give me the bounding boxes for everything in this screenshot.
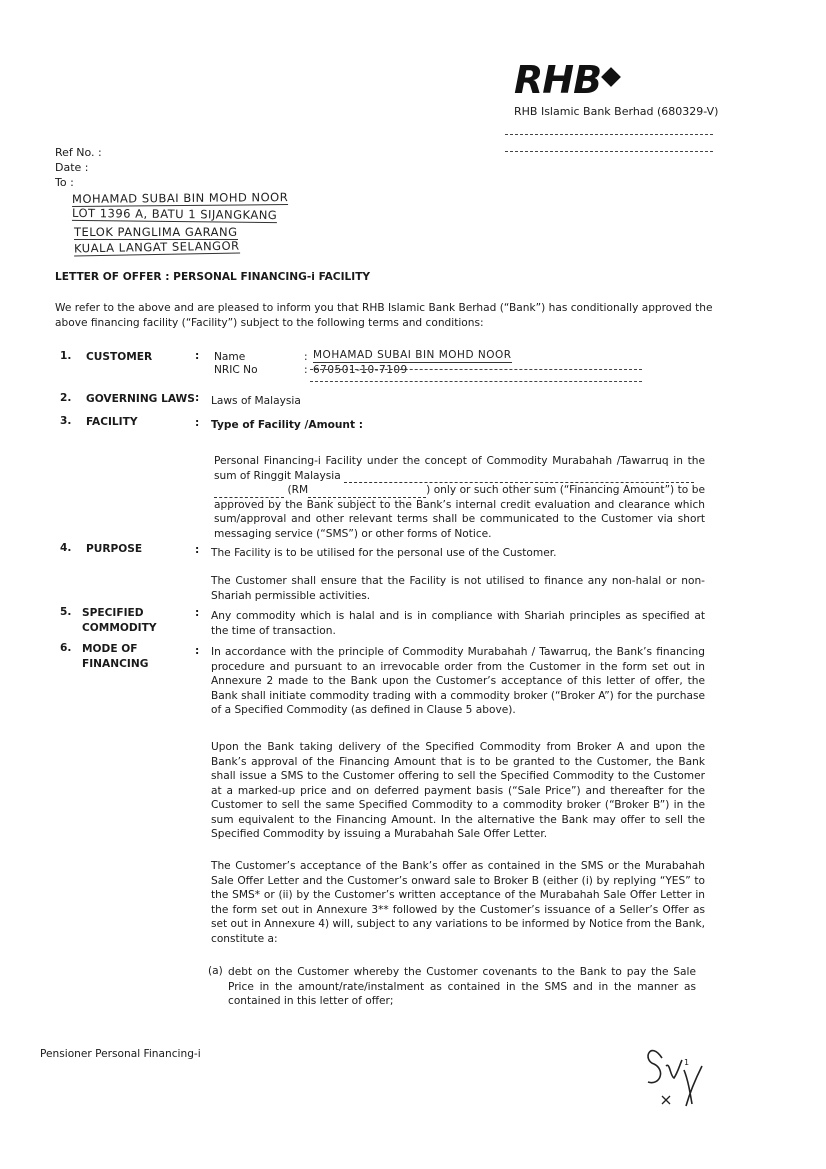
specified-commodity-text: Any commodity which is halal and is in compliance with Shariah principles as specified at the time of transaction. [211,610,705,637]
clause-heading-customer: CUSTOMER [86,351,153,363]
mode-paragraph-1: In accordance with the principle of Commodity Murabahah / Tawarruq, the Bank’s financing procedure and pursuant to an irrevocable order from the Customer in the form set out in Annexure 2 made to the Bank upon the Customer’s acceptance of this letter of offer, the Bank shall initiate commodity trading with a commodity broker (“Broker A”) for the purchase of a Specified Commodity (as defined in Clause 5 above). [211,646,705,716]
amount-words-blank [344,472,694,483]
customer-nric: 670501-10-7109 [313,364,408,376]
facility-text-rest: ) only or such other sum (“Financing Amount”) to be approved by the Bank subject to the Bank’s internal credit evaluation and clearance which sum/approval and other relevant terms shall be communicated to the Customer via short messaging service (“SMS”) or other forms of Notice. [214,484,705,540]
address-line: KUALA LANGAT SELANGOR [73,238,240,256]
mode-paragraph-3: The Customer’s acceptance of the Bank’s offer as contained in the SMS or the Murabahah Sale Offer Letter and the Customer’s onward sale to Broker B (either (i) by replying “YES” to the SMS* or (ii) by the Customer’s written acceptance of the Murabahah Sale Offer Letter in the form set out in Annexure 3** followed by the Customer’s issuance of a Seller’s Offer as set out in Annexure 4) will, subject to any variations to be informed by Notice from the Bank, constitute a: [211,860,706,945]
colon: : [195,392,200,404]
address-line: LOT 1396 A, BATU 1 SIJANGKANG [71,205,278,223]
colon: : [304,351,308,363]
clause-heading-facility: FACILITY [86,416,138,428]
item-label: (a) [208,965,223,977]
colon: : [195,544,200,556]
governing-laws-text: Laws of Malaysia [211,395,301,407]
clause-number: 3. [60,415,72,427]
divider [310,381,642,382]
clause-heading-mode-of-financing: MODE OF FINANCING [82,643,149,670]
purpose-text: The Facility is to be utilised for the personal use of the Customer. [211,547,557,559]
signature [640,1030,710,1110]
clause-number: 4. [60,542,72,554]
logo-text: RHB [514,58,602,102]
clause-number: 2. [60,392,72,404]
mode-paragraph-2: Upon the Bank taking delivery of the Specified Commodity from Broker A and upon the Bank’s approval of the Financing Amount that is to be granted to the Customer, the Bank shall issue a SMS to the Customer offering to sell the Specified Commodity to the Customer at a marked-up price and on deferred payment basis (“Sale Price”) and thereafter for the Customer to sell the same Specified Commodity to a commodity broker (“Broker B”) in the sum equivalent to the Financing Amount. In the alternative the Bank may offer to sell the Specified Commodity by issuing a Murabahah Sale Offer Letter. [211,741,705,840]
letter-title: LETTER OF OFFER : PERSONAL FINANCING-i FACILITY [55,271,371,283]
divider [505,134,713,135]
clause-number: 6. [60,642,72,654]
purpose-text-2: The Customer shall ensure that the Facility is not utilised to finance any non-halal or non-Shariah permissible activities. [211,575,705,602]
to-label: To : [55,176,74,189]
colon: : [304,364,308,376]
date-label: Date : [55,161,89,174]
intro-paragraph: We refer to the above and are pleased to inform you that RHB Islamic Bank Berhad (“Bank”) has conditionally approved the above financing facility (“Facility”) subject to the following terms and conditions: [55,302,713,329]
divider [505,151,713,152]
colon: : [195,417,200,429]
colon: : [195,645,200,657]
rhb-logo [514,58,644,102]
clause-heading-purpose: PURPOSE [86,543,143,555]
facility-text: Personal Financing-i Facility under the concept of Commodity Murabahah /Tawarruq in the sum of Ringgit Malaysia [214,455,705,482]
clause-heading-governing-laws: GOVERNING LAWS [86,393,195,405]
ref-label: Ref No. : [55,146,102,159]
facility-subheading: Type of Facility /Amount : [211,419,363,431]
customer-name: MOHAMAD SUBAI BIN MOHD NOOR [313,349,512,361]
rm-blank [308,487,426,498]
address-line: MOHAMAD SUBAI BIN MOHD NOOR [71,190,289,206]
clause-heading-specified-commodity: SPECIFIED COMMODITY [82,607,157,634]
facility-paragraph [214,454,705,541]
colon: : [195,607,200,619]
name-label: Name [214,351,246,363]
clause-number: 5. [60,606,72,618]
nric-label: NRIC No [214,364,258,376]
colon: : [195,350,200,362]
page-number: 1 [684,1058,690,1067]
rm-label: (RM [287,484,309,496]
bank-name: RHB Islamic Bank Berhad (680329-V) [514,105,719,118]
address-line: TELOK PANGLIMA GARANG [74,225,238,239]
clause-number: 1. [60,350,72,362]
footer-label: Pensioner Personal Financing-i [40,1048,201,1060]
item-a-text: debt on the Customer whereby the Customer covenants to the Bank to pay the Sale Price in the amount/rate/instalment as contained in the SMS and in the manner as contained in this letter of offer; [228,966,696,1007]
diamond-icon [601,67,621,87]
amount-blank [214,487,284,498]
